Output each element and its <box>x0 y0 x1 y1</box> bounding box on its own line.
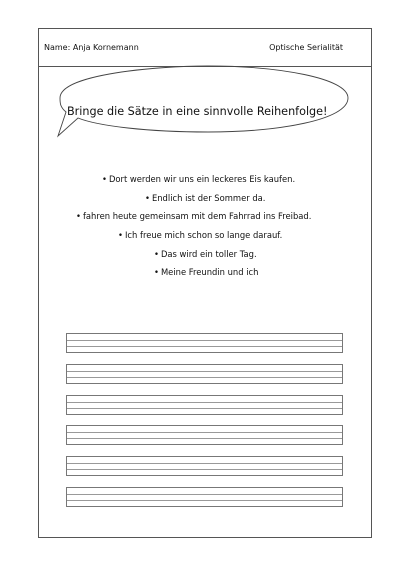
writing-rule <box>67 377 342 378</box>
sentence-text: Dort werden wir uns ein leckeres Eis kaufen. <box>108 174 296 184</box>
sentence-text: Endlich ist der Sommer da. <box>151 193 266 203</box>
speech-bubble-outline <box>58 66 348 136</box>
sentence-item <box>154 266 258 278</box>
student-name: Name: Anja Kornemann <box>44 43 139 52</box>
sentence-text: Ich freue mich schon so lange darauf. <box>124 230 283 240</box>
writing-lines[interactable] <box>66 487 343 507</box>
writing-rule <box>67 432 342 433</box>
sentence-item <box>102 173 295 185</box>
sentence-text: Meine Freundin und ich <box>160 267 259 277</box>
sentence-text: fahren heute gemeinsam mit dem Fahrrad ins Freibad. <box>82 211 312 221</box>
bullet-icon: • <box>118 230 123 240</box>
writing-rule <box>67 408 342 409</box>
writing-rule <box>67 346 342 347</box>
writing-rule <box>67 463 342 464</box>
writing-lines[interactable] <box>66 425 343 445</box>
sentence-item <box>118 229 282 241</box>
worksheet-topic: Optische Serialität <box>269 43 343 52</box>
sentence-item <box>154 248 257 260</box>
bullet-icon: • <box>154 267 159 277</box>
writing-rule <box>67 469 342 470</box>
writing-rule <box>67 438 342 439</box>
writing-rule <box>67 500 342 501</box>
writing-rule <box>67 340 342 341</box>
bullet-icon: • <box>154 249 159 259</box>
bullet-icon: • <box>102 174 107 184</box>
sentence-text: Das wird ein toller Tag. <box>160 249 257 259</box>
writing-lines[interactable] <box>66 333 343 353</box>
bullet-icon: • <box>145 193 150 203</box>
sentence-item <box>145 192 265 204</box>
writing-rule <box>67 371 342 372</box>
writing-lines[interactable] <box>66 364 343 384</box>
instruction-text: Bringe die Sätze in eine sinnvolle Reihenfolge! <box>67 105 328 118</box>
writing-lines[interactable] <box>66 395 343 415</box>
sentence-item <box>76 210 311 222</box>
bullet-icon: • <box>76 211 81 221</box>
writing-rule <box>67 402 342 403</box>
writing-rule <box>67 494 342 495</box>
writing-lines[interactable] <box>66 456 343 476</box>
